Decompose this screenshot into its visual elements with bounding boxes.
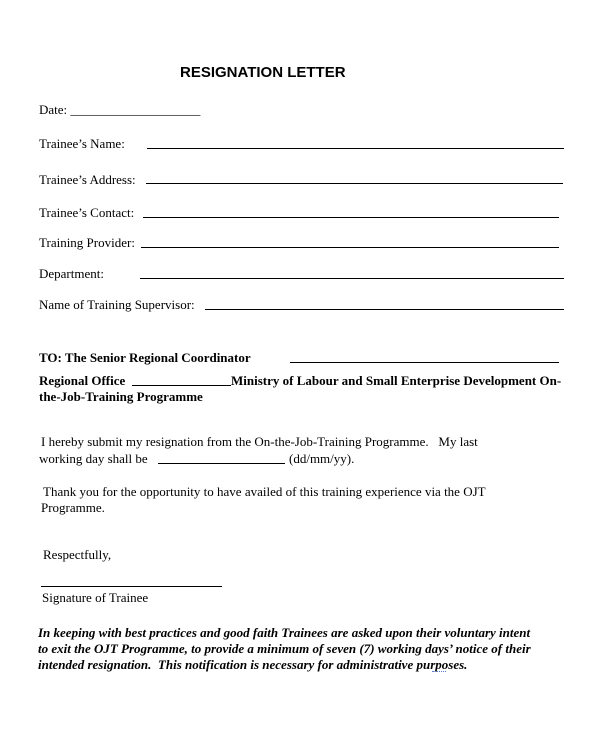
document-title: RESIGNATION LETTER	[180, 64, 346, 81]
resignation-para-line-2b: (dd/mm/yy).	[289, 451, 355, 466]
trainee-address-label: Trainee’s Address:	[39, 172, 136, 187]
training-provider-label: Training Provider:	[39, 235, 135, 250]
supervisor-line	[205, 309, 564, 310]
department-line	[140, 278, 564, 279]
trainee-name-label: Trainee’s Name:	[39, 136, 125, 151]
trainee-contact-label: Trainee’s Contact:	[39, 205, 135, 220]
training-provider-line	[141, 247, 559, 248]
resignation-para-line-2a: working day shall be	[39, 451, 148, 466]
date-field: Date: ____________________	[39, 102, 201, 117]
to-line: TO: The Senior Regional Coordinator	[39, 350, 251, 365]
last-working-day-line	[158, 463, 285, 464]
trainee-address-line	[146, 183, 563, 184]
signature-label: Signature of Trainee	[42, 590, 149, 605]
resignation-para-line-1: I hereby submit my resignation from the On-the-Job-Training Programme. My last	[41, 434, 478, 449]
department-label: Department:	[39, 266, 104, 281]
ministry-line-1: Ministry of Labour and Small Enterprise Development On-	[231, 373, 562, 388]
note-line-1: In keeping with best practices and good faith Trainees are asked upon their voluntary intent	[38, 625, 531, 640]
note-line-2: to exit the OJT Programme, to provide a minimum of seven (7) working days’ notice of their	[38, 641, 531, 656]
spellcheck-underline	[432, 671, 446, 672]
trainee-contact-line	[143, 217, 559, 218]
note-line-3: intended resignation. This notification is necessary for administrative purposes.	[38, 657, 468, 672]
thanks-para-line-1: Thank you for the opportunity to have availed of this training experience via the OJT	[43, 484, 486, 499]
ministry-line-2: the-Job-Training Programme	[39, 389, 203, 404]
regional-office-label: Regional Office	[39, 373, 126, 388]
regional-office-line	[132, 385, 231, 386]
thanks-para-line-2: Programme.	[41, 500, 105, 515]
coordinator-line	[290, 362, 559, 363]
trainee-name-line	[147, 148, 564, 149]
closing: Respectfully,	[43, 547, 112, 562]
signature-line	[41, 586, 222, 587]
supervisor-label: Name of Training Supervisor:	[39, 297, 195, 312]
